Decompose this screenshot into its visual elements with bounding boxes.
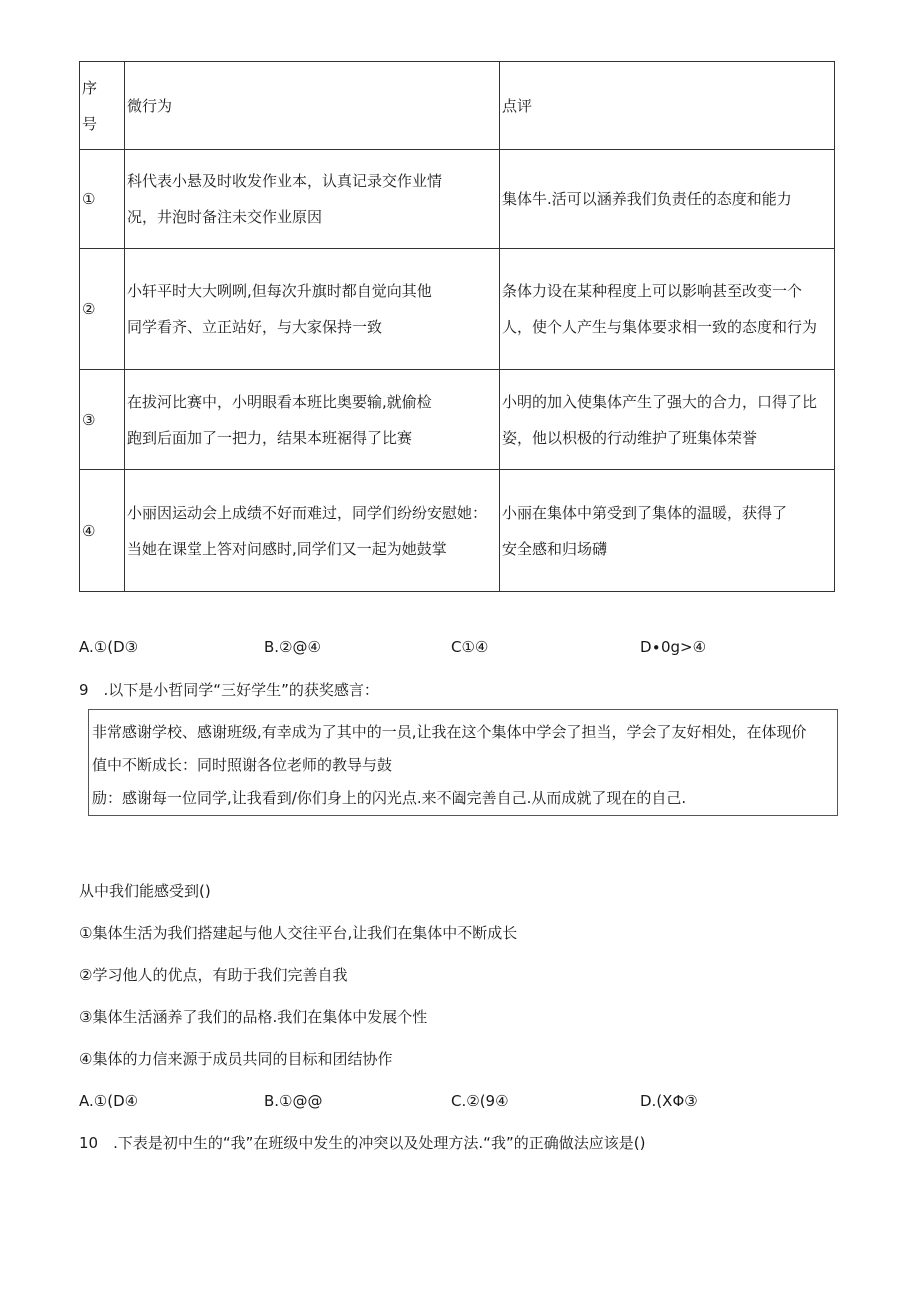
table-row <box>80 470 835 592</box>
q8-option-b: B.②@④ <box>264 638 321 656</box>
q10-stem: 10 .下表是初中生的“我”在班级中发生的冲突以及处理方法.“我”的正确做法应该是() <box>79 1134 646 1152</box>
row-behavior <box>125 470 500 592</box>
comment-line: 人，使个人产生与集体要求相一致的态度和行为 <box>502 318 818 336</box>
behavior-line: 同学看齐、立正站好，与大家保持一致 <box>127 318 383 336</box>
q9-quote-box <box>88 709 838 816</box>
behavior-line: 跑到后面加了一把力，结果本班裾得了比赛 <box>127 428 413 447</box>
header-seq-bottom: 号 <box>82 114 98 133</box>
table-row <box>80 370 835 470</box>
quote-line: 非常感谢学校、感谢班级,有幸成为了其中的一员,让我在这个集体中学会了担当，学会了友好相处，在体现价 <box>92 723 807 741</box>
q9-item: ③集体生活涵养了我们的品格.我们在集体中发展个性 <box>79 1008 428 1026</box>
comment-line: 小明的加入使集体产生了强大的合力，口得了比 <box>502 392 818 411</box>
behavior-line: 科代表小悬及时收发作业本，认真记录交作业情 <box>127 172 443 190</box>
row-comment <box>500 150 835 249</box>
header-comment: 点评 <box>500 62 835 150</box>
q9-item: ④集体的力信来源于成员共同的目标和团结协作 <box>79 1050 393 1068</box>
q9-option-d: D.(XΦ③ <box>640 1092 698 1110</box>
row-comment <box>500 249 835 370</box>
q8-option-c: C①④ <box>451 638 489 656</box>
behavior-line: 小轩平时大大咧咧,但每次升旗时都自觉向其他 <box>127 282 432 300</box>
comment-line: 条体力设在某种程度上可以影响甚至改变一个 <box>502 282 803 300</box>
q8-option-d: D∙0g>④ <box>640 638 707 656</box>
row-number: ② <box>80 249 125 370</box>
comment-line: 姿，他以枳极的行动维护了班集体荣誉 <box>502 428 758 447</box>
behavior-line: 在拔河比赛中，小明眼看本班比奥要输,就偷检 <box>127 392 432 411</box>
comment-line: 集体牛.活可以涵养我们负责任的态度和能力 <box>502 190 792 208</box>
q9-stem: 9 .以下是小哲同学“三好学生”的获奖感言： <box>79 681 379 699</box>
quote-line: 励：感谢每一位同学,让我看到/你们身上的闪光点.来不阖完善自己.从而成就了现在的自己. <box>92 789 687 807</box>
row-behavior <box>125 249 500 370</box>
row-behavior <box>125 150 500 249</box>
row-number: ③ <box>80 370 125 470</box>
q9-option-b: B.①@@ <box>264 1092 323 1110</box>
row-number: ④ <box>80 470 125 592</box>
behavior-line: 况，井泡时备注未交作业原因 <box>127 208 323 226</box>
row-behavior <box>125 370 500 470</box>
table-row <box>80 150 835 249</box>
q8-option-a: A.①(D③ <box>79 638 139 656</box>
q9-item: ①集体生活为我们搭建起与他人交往平台,让我们在集体中不断成长 <box>79 924 518 942</box>
q8-table <box>79 61 835 592</box>
row-comment <box>500 370 835 470</box>
q9-item: ②学习他人的优点，有助于我们完善自我 <box>79 966 348 984</box>
q9-option-a: A.①(D④ <box>79 1092 139 1110</box>
table-row <box>80 249 835 370</box>
row-number: ① <box>80 150 125 249</box>
quote-line: 值中不断成长：同时照谢各位老师的教导与鼓 <box>92 756 393 774</box>
q9-option-c: C.②(9④ <box>451 1092 509 1110</box>
behavior-line: 小丽因运动会上成绩不好而难过，同学们纷纷安慰她： <box>127 503 488 522</box>
q9-prompt: 从中我们能感受到() <box>79 882 211 900</box>
comment-line: 小丽在集体中第受到了集体的温暖，获得了 <box>502 503 788 522</box>
header-behavior: 微行为 <box>125 62 500 150</box>
header-seq <box>80 62 125 150</box>
behavior-line: 当她在课堂上答对问感时,同学们又一起为她鼓掌 <box>127 539 447 558</box>
table-header-row <box>80 62 835 150</box>
comment-line: 安全感和归场礴 <box>502 539 608 558</box>
row-comment <box>500 470 835 592</box>
header-seq-top: 序 <box>82 78 98 97</box>
